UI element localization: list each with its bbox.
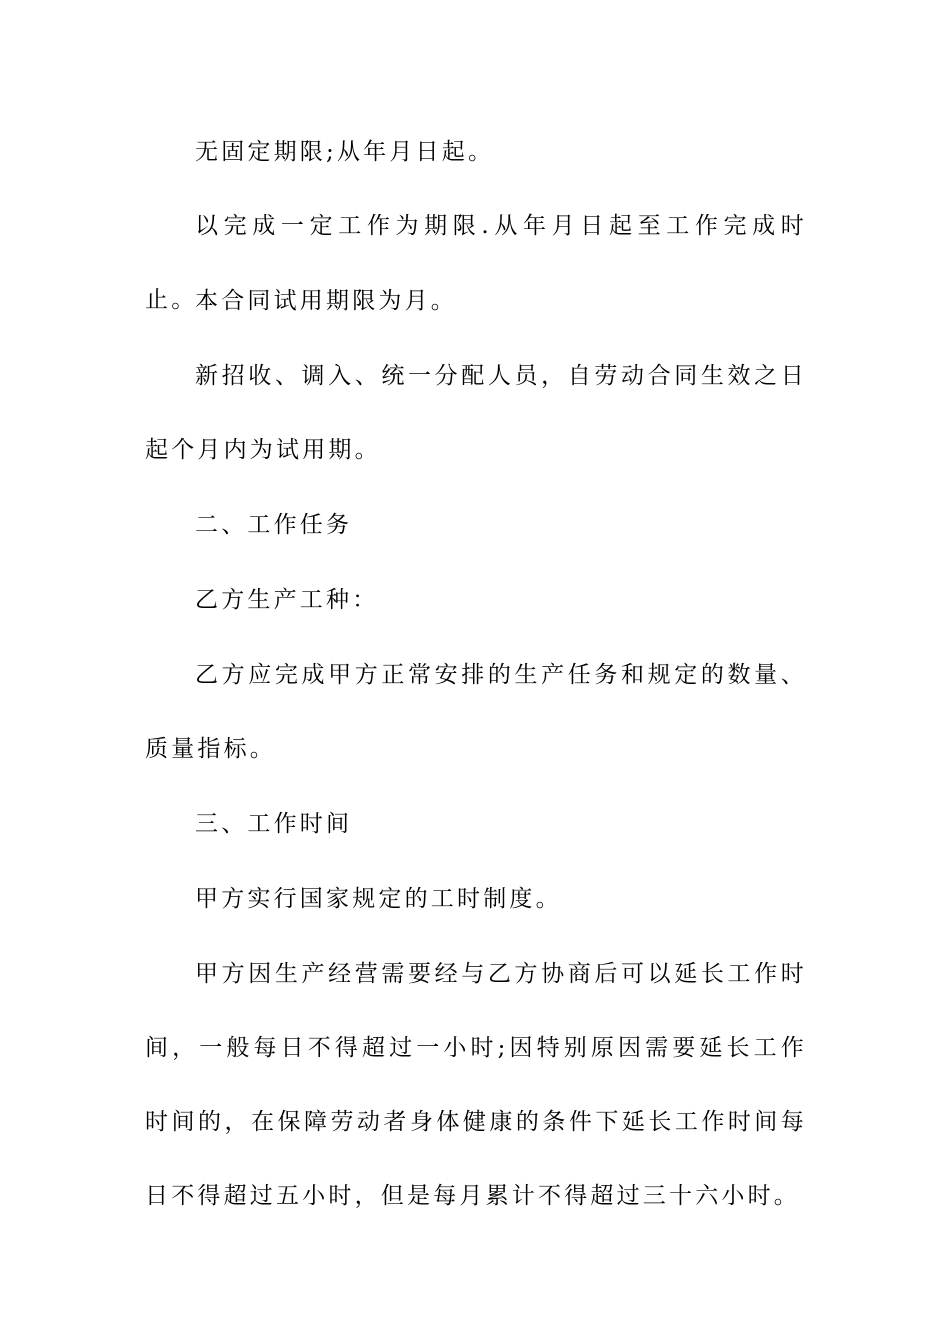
section-heading-working-hours: 三、工作时间: [195, 811, 353, 837]
paragraph-production-tasks: 乙方应完成甲方正常安排的生产任务和规定的数量、质量指标。: [145, 662, 807, 762]
paragraph-probation-new-staff: 新招收、调入、统一分配人员，自劳动合同生效之日起个月内为试用期。: [145, 363, 807, 463]
paragraph-overtime-rules: 甲方因生产经营需要经与乙方协商后可以延长工作时间，一般每日不得超过一小时;因特别原因需要延长工作时间的，在保障劳动者身体健康的条件下延长工作时间每日不得超过五小时，但是每月累计不得超过三十六小时。: [145, 961, 807, 1209]
paragraph-term-indefinite: 无固定期限;从年月日起。: [195, 139, 495, 165]
paragraph-probation-period: 本合同试用期限为月。: [195, 288, 457, 314]
paragraph-job-type: 乙方生产工种：: [195, 587, 379, 613]
paragraph-hours-system: 甲方实行国家规定的工时制度。: [195, 886, 562, 912]
paragraph-term-task-based: 以完成一定工作为期限.从年月日起至工作完成时止。: [145, 213, 807, 313]
section-heading-work-tasks: 二、工作任务: [195, 512, 353, 538]
